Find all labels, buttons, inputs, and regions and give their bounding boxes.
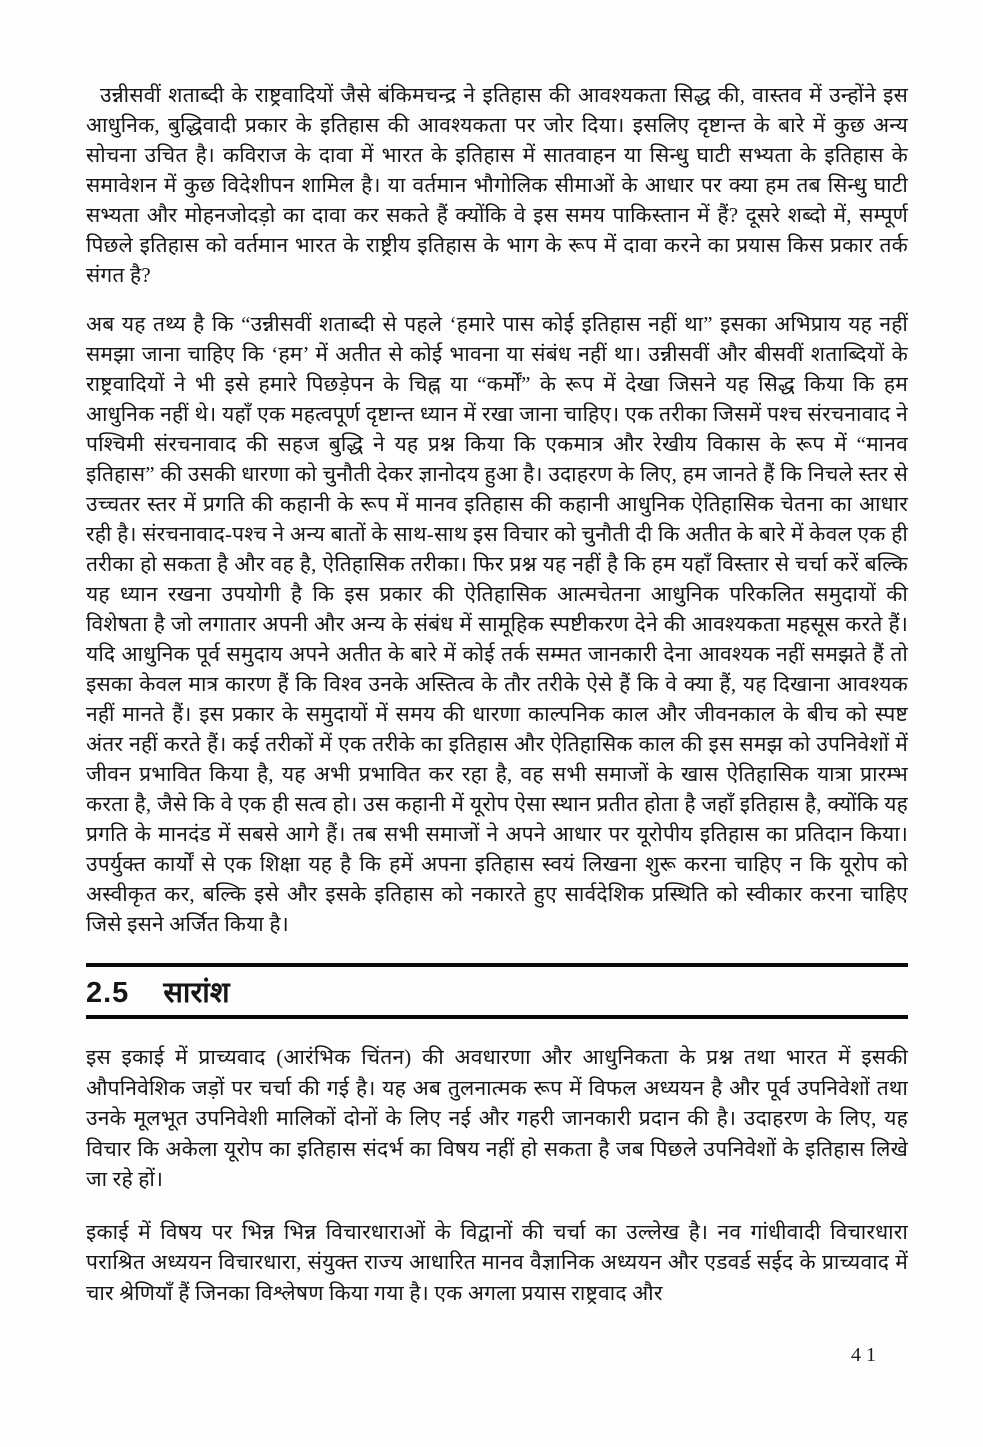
section-title: सारांश xyxy=(163,977,230,1009)
summary-paragraph-2: इकाई में विषय पर भिन्न भिन्न विचारधाराओं के विद्वानों की चर्चा का उल्लेख है। नव गांधीवादी विचारधारा पराश्रित अध्ययन विचारधारा, संयुक्त राज्य आधारित मानव वैज्ञानिक अध्ययन और एडवर्ड सईद के प्राच्यवाद में चार श्रेणियाँ हैं जिनका विश्लेषण किया गया है। एक अगला प्रयास राष्ट्रवाद और xyxy=(86,1219,908,1305)
page-number: 41 xyxy=(851,1344,881,1366)
section-number: 2.5 xyxy=(86,977,130,1009)
summary-paragraph-1: इस इकाई में प्राच्यवाद (आरंभिक चिंतन) की अवधारणा और आधुनिकता के प्रश्न तथा भारत में इसकी औपनिवेशिक जड़ों पर चर्चा की गई है। यह अब तुलनात्मक रूप में विफल अध्ययन है और पूर्व उपनिवेशों तथा उनके मूलभूत उपनिवेशी मालिकों दोनों के लिए नई और गहरी जानकारी प्रदान की है। उदाहरण के लिए, यह विचार कि अकेला यूरोप का इतिहास संदर्भ का विषय नहीं हो सकता है जब पिछले उपनिवेशों के इतिहास लिखे जा रहे हों। xyxy=(86,1045,908,1191)
body-paragraph-1: उन्नीसवीं शताब्दी के राष्ट्रवादियों जैसे बंकिमचन्द्र ने इतिहास की आवश्यकता सिद्ध की, वास्तव में उन्होंने इस आधुनिक, बुद्धिवादी प्रकार के इतिहास की आवश्यकता पर जोर दिया। इसलिए दृष्टान्त के बारे में कुछ अन्य सोचना उचित है। कविराज के दावा में भारत के इतिहास में सातवाहन या सिन्धु घाटी सभ्यता के इतिहास के समावेशन में कुछ विदेशीपन शामिल है। या वर्तमान भौगोलिक सीमाओं के आधार पर क्या हम तब सिन्धु घाटी सभ्यता और मोहनजोदड़ो का दावा कर सकते हैं क्योंकि वे इस समय पाकिस्तान में हैं? दूसरे शब्दो में, सम्पूर्ण पिछले इतिहास को वर्तमान भारत के राष्ट्रीय इतिहास के भाग के रूप में दावा करने का प्रयास किस प्रकार तर्क संगत है? xyxy=(86,83,908,287)
body-paragraph-2: अब यह तथ्य है कि “उन्नीसवीं शताब्दी से पहले ‘हमारे पास कोई इतिहास नहीं था” इसका अभिप्राय यह नहीं समझा जाना चाहिए कि ‘हम’ में अतीत से कोई भावना या संबंध नहीं था। उन्नीसवीं और बीसवीं शताब्दियों के राष्ट्रवादियों ने भी इसे हमारे पिछड़ेपन के चिह्न या “कर्मों” के रूप में देखा जिसने यह सिद्ध किया कि हम आधुनिक नहीं थे। यहाँ एक महत्वपूर्ण दृष्टान्त ध्यान में रखा जाना चाहिए। एक तरीका जिसमें पश्च संरचनावाद ने पश्चिमी संरचनावाद की सहज बुद्धि ने यह प्रश्न किया कि एकमात्र और रेखीय विकास के रूप में “मानव इतिहास” की उसकी धारणा को चुनौती देकर ज्ञानोदय हुआ है। उदाहरण के लिए, हम जानते हैं कि निचले स्तर से उच्चतर स्तर में प्रगति की कहानी के रूप में मानव इतिहास की कहानी आधुनिक ऐतिहासिक चेतना का आधार रही है। संरचनावाद-पश्च ने अन्य बातों के साथ-साथ इस विचार को चुनौती दी कि अतीत के बारे में केवल एक ही तरीका हो सकता है और वह है, ऐतिहासिक तरीका। फिर प्रश्न यह नहीं है कि हम यहाँ विस्तार से चर्चा करें बल्कि यह ध्यान रखना उपयोगी है कि इस प्रकार की ऐतिहासिक आत्मचेतना आधुनिक परिकलित समुदायों की विशेषता है जो लगातार अपनी और अन्य के संबंध में सामूहिक स्पष्टीकरण देने की आवश्यकता महसूस करते हैं। यदि आधुनिक पूर्व समुदाय अपने अतीत के बारे में कोई तर्क सम्मत जानकारी देना आवश्यक नहीं समझते हैं तो इसका केवल मात्र कारण हैं कि विश्व उनके अस्तित्व के तौर तरीके ऐसे हैं कि वे क्या हैं, यह दिखाना आवश्यक नहीं मानते हैं। इस प्रकार के समुदायों में समय की धारणा काल्पनिक काल और जीवनकाल के बीच को स्पष्ट अंतर नहीं करते हैं। कई तरीकों में एक तरीके का इतिहास और ऐतिहासिक काल की इस समझ को उपनिवेशों में जीवन प्रभावित किया है, यह अभी प्रभावित कर रहा है, वह सभी समाजों के खास ऐतिहासिक यात्रा प्रारम्भ करता है, जैसे कि वे एक ही सत्व हो। उस कहानी में यूरोप ऐसा स्थान प्रतीत होता है जहाँ इतिहास है, क्योंकि यह प्रगति के मानदंड में सबसे आगे हैं। तब सभी समाजों ने अपने आधार पर यूरोपीय इतिहास का प्रतिदान किया। उपर्युक्त कार्यों से एक शिक्षा यह है कि हमें अपना इतिहास स्वयं लिखना शुरू करना चाहिए न कि यूरोप को अस्वीकृत कर, बल्कि इसे और इसके इतिहास को नकारते हुए सार्वदेशिक प्रस्थिति को स्वीकार करना चाहिए जिसे इसने अर्जित किया है। xyxy=(86,312,908,936)
text-block xyxy=(86,80,908,1308)
section-heading xyxy=(86,963,908,1019)
